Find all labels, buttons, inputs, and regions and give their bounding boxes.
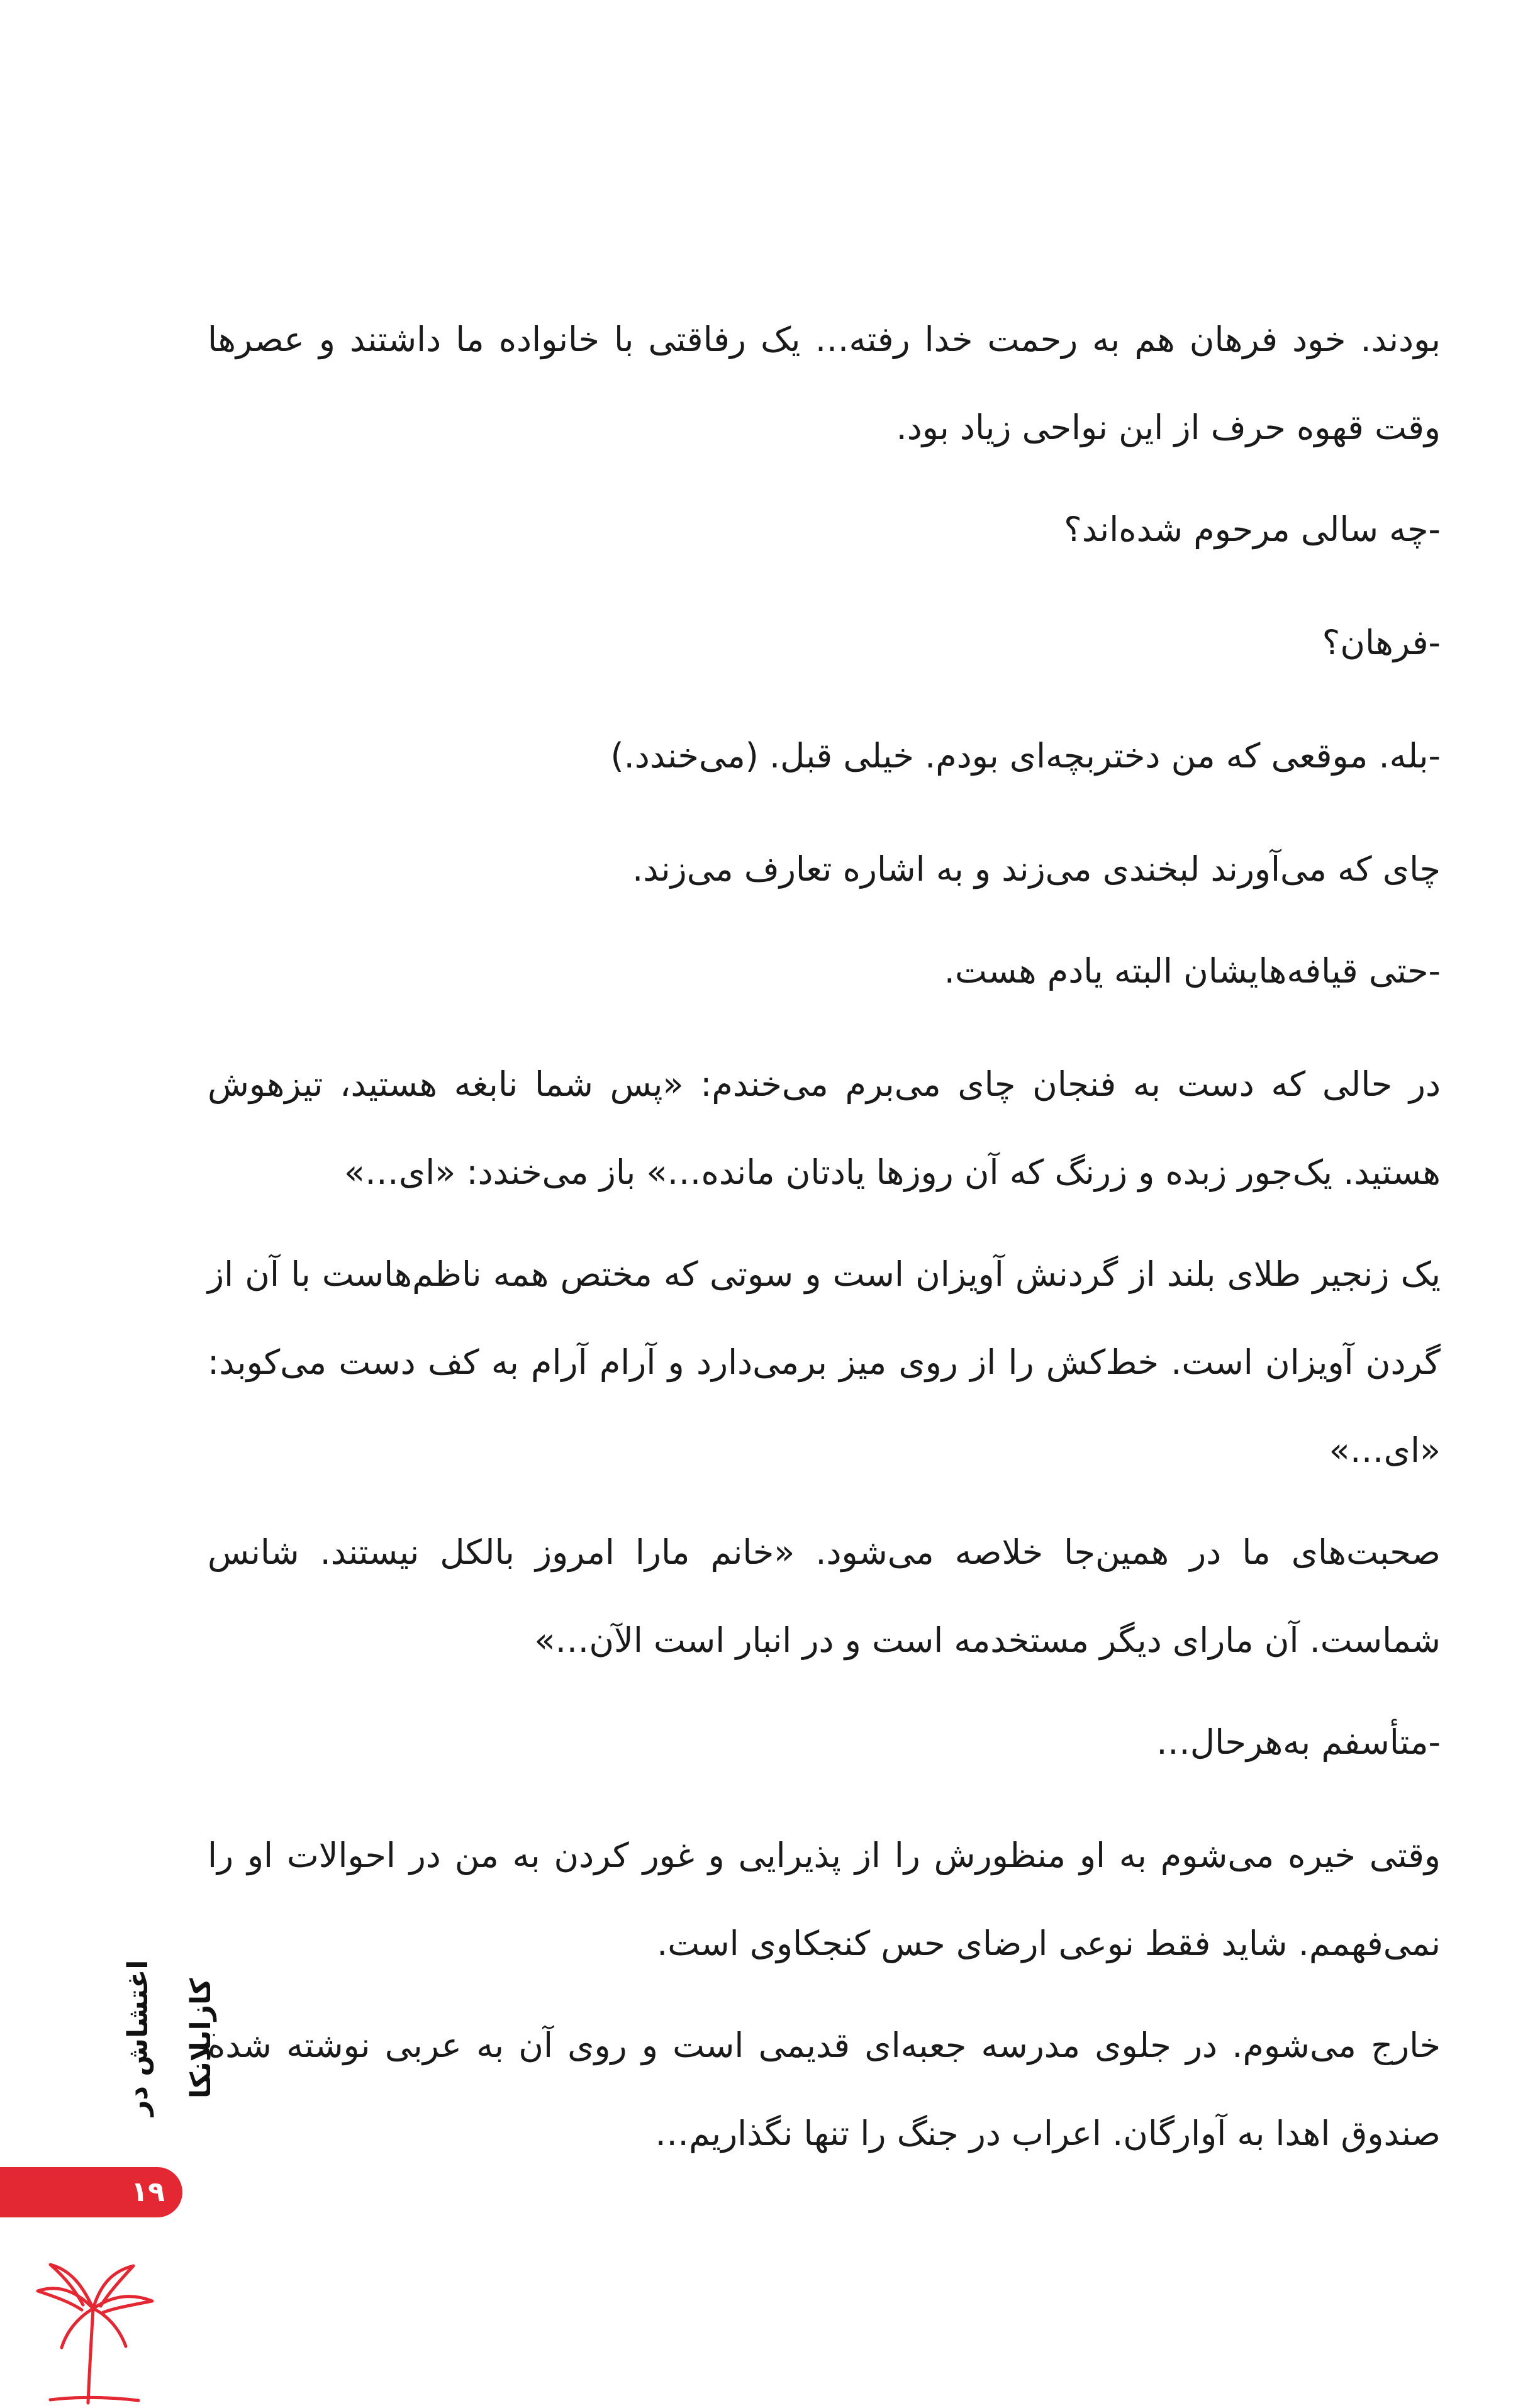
palm-tree-icon <box>13 2239 170 2408</box>
dialog-line-3: -بله. موقعی که من دختربچه‌ای بودم. خیلی قبل. (می‌خندد.) <box>610 736 1441 776</box>
dialog-line-1: -چه سالی مرحوم شده‌اند؟ <box>1064 510 1441 549</box>
paragraph-6: وقتی خیره می‌شوم به او منظورش را از پذیرایی و غور کردن به من در احوالات او را نمی‌فهمم. شاید فقط نوعی ارضای حس کنجکاوی است. <box>208 1836 1441 1963</box>
page-number: ۱۹ <box>131 2176 165 2208</box>
paragraph-5: صحبت‌های ما در همین‌جا خلاصه می‌شود. «خانم مارا امروز بالکل نیستند. شانس شماست. آن مارای دیگر مستخدمه است و در انبار است الآن…» <box>208 1532 1441 1660</box>
paragraph-1: بودند. خود فرهان هم به رحمت خدا رفته… یک رفاقتی با خانواده ما داشتند و عصرها وقت قهوه حرف از این نواحی زیاد بود. <box>208 320 1441 447</box>
dialog-line-2: -فرهان؟ <box>1322 623 1441 662</box>
page-number-tab <box>0 2167 182 2217</box>
paragraph-4: یک زنجیر طلای بلند از گردنش آویزان است و سوتی که مختص همه ناظم‌هاست با آن از گردن آویزان است. خط‌کش را از روی میز برمی‌دارد و آرام آرام به کف دست می‌کوبد: «ای…» <box>208 1254 1441 1470</box>
dialog-line-5: -متأسفم به‌هرحال… <box>1156 1722 1441 1762</box>
running-title: اغتشاش در کازابلانکا <box>122 1959 217 2117</box>
body-text <box>208 296 1441 2192</box>
paragraph-3: در حالی که دست به فنجان چای می‌برم می‌خندم: «پس شما نابغه هستید، تیزهوش هستید. یک‌جور زبده و زرنگ که آن روزها یادتان مانده…» باز می‌خندد: «ای…» <box>208 1064 1441 1192</box>
paragraph-2: چای که می‌آورند لبخندی می‌زند و به اشاره تعارف می‌زند. <box>632 849 1441 889</box>
dialog-line-4: -حتی قیافه‌هایشان البته یادم هست. <box>944 951 1441 991</box>
paragraph-7: خارج می‌شوم. در جلوی مدرسه جعبه‌ای قدیمی است و روی آن به عربی نوشته شده صندوق اهدا به آوارگان. اعراب در جنگ را تنها نگذاریم… <box>208 2026 1441 2153</box>
